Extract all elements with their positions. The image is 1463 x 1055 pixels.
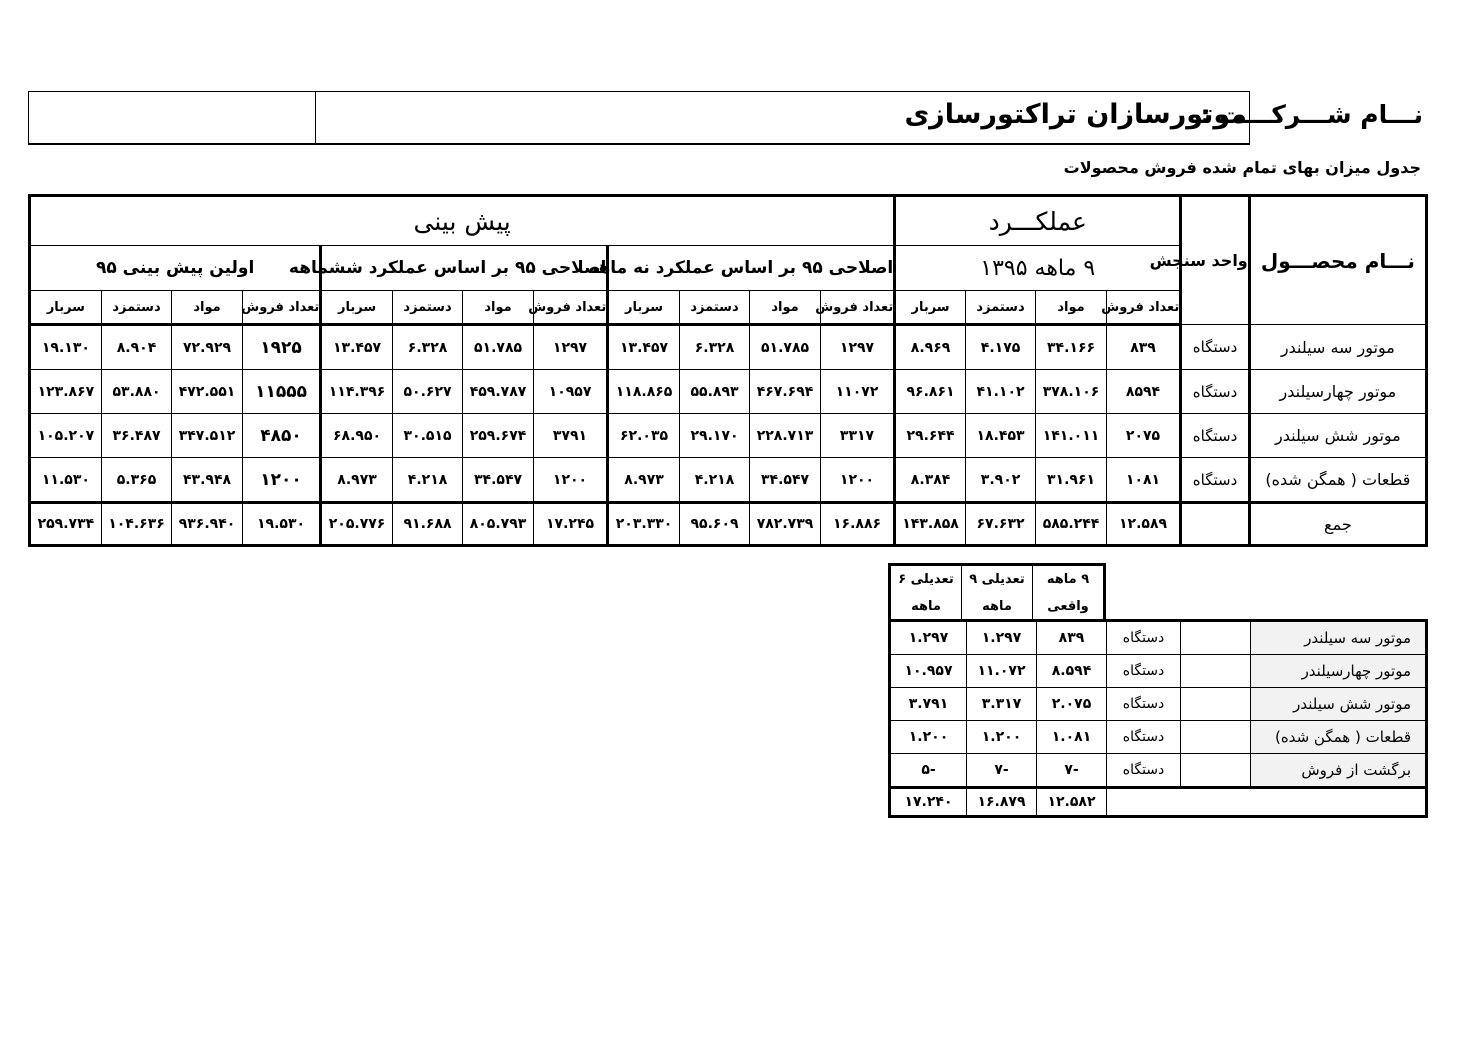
value-cell: ۵۵.۸۹۳ [679,370,749,414]
value-cell: ۵۰.۶۲۷ [392,370,462,414]
value-cell: ۳۳۱۷ [820,414,895,458]
summary-unit-cell: دستگاه [1107,754,1181,788]
value-cell: ۳۴۷.۵۱۲ [172,414,242,458]
value-cell: ۱۳.۴۵۷ [608,325,680,370]
value-cell: ۶.۳۲۸ [679,325,749,370]
summary-product-name: موتور سه سیلندر [1251,621,1427,655]
value-cell: ۲۰۷۵ [1106,414,1181,458]
sub-header-labor: دستمزد [392,291,462,325]
value-cell: ۱۲۳.۸۶۷ [30,370,102,414]
total-row [30,503,1427,546]
value-cell: ۹۳۶.۹۴۰ [172,503,242,546]
unit-cell [1181,503,1249,546]
value-cell: ۵۸۵.۲۴۴ [1036,503,1106,546]
summary-blank-cell [1181,754,1251,788]
company-name: موتورسازان تراکتورسازی [904,99,1247,130]
summary-product-name: موتور شش سیلندر [1251,688,1427,721]
sub-header-overhead: سربار [321,291,393,325]
value-cell: ۲۵۹.۷۳۴ [30,503,102,546]
summary-row [890,655,1427,688]
value-cell: ۸.۹۰۴ [101,325,171,370]
value-cell: ۱۱.۵۳۰ [30,458,102,503]
value-cell: ۴.۲۱۸ [392,458,462,503]
summary-unit-cell: دستگاه [1107,721,1181,754]
value-cell: ۱۸.۴۵۳ [965,414,1035,458]
value-cell: ۱۴۱.۰۱۱ [1036,414,1106,458]
value-cell: ۳۱.۹۶۱ [1036,458,1106,503]
sub-header-overhead: سربار [30,291,102,325]
value-cell: ۸.۹۷۳ [608,458,680,503]
summary-value-cell: ۱.۲۰۰ [967,721,1037,754]
value-cell: ۸.۹۶۹ [895,325,966,370]
summary-header-rev6: تعدیلی ۶ ماهه [898,572,954,614]
summary-blank-cell [1181,655,1251,688]
product-name: موتور شش سیلندر [1249,414,1426,458]
value-cell: ۴۷۲.۵۵۱ [172,370,242,414]
value-cell: ۳۴.۵۴۷ [463,458,533,503]
summary-value-cell: ۱.۲۹۷ [890,621,967,655]
sub-header-material: مواد [463,291,533,325]
value-cell: ۷۸۲.۷۳۹ [750,503,820,546]
summary-row [890,621,1427,655]
value-cell: ۱۹۲۵ [242,325,321,370]
table-row [30,325,1427,370]
value-cell: ۲۰۵.۷۷۶ [321,503,393,546]
sub-header-qty: تعداد فروش [533,291,608,325]
summary-table-header [888,563,1106,619]
sub-header-overhead: سربار [895,291,966,325]
product-name: موتور سه سیلندر [1249,325,1426,370]
summary-value-cell: ۱۰.۹۵۷ [890,655,967,688]
value-cell: ۴۵۹.۷۸۷ [463,370,533,414]
unit-cell: دستگاه [1181,370,1249,414]
value-cell: ۹۱.۶۸۸ [392,503,462,546]
summary-unit-cell: دستگاه [1107,655,1181,688]
value-cell: ۶۲.۰۳۵ [608,414,680,458]
value-cell: ۹۵.۶۰۹ [679,503,749,546]
total-label: جمع [1249,503,1426,546]
value-cell: ۱۴۳.۸۵۸ [895,503,966,546]
summary-product-name: قطعات ( همگن شده) [1251,721,1427,754]
value-cell: ۸.۳۸۴ [895,458,966,503]
sub-header-qty: تعداد فروش [1106,291,1181,325]
value-cell: ۱۹.۵۳۰ [242,503,321,546]
value-cell: ۵۱.۷۸۵ [750,325,820,370]
summary-blank-cell [1181,688,1251,721]
value-cell: ۲۲۸.۷۱۳ [750,414,820,458]
value-cell: ۱۲۹۷ [533,325,608,370]
product-name: موتور چهارسیلندر [1249,370,1426,414]
sub-header-material: مواد [172,291,242,325]
summary-table [888,619,1428,818]
sub-header-labor: دستمزد [101,291,171,325]
summary-row [890,688,1427,721]
summary-blank-cell [1181,621,1251,655]
summary-value-cell: ۸.۵۹۴ [1037,655,1107,688]
value-cell: ۲۹.۶۴۴ [895,414,966,458]
sub-header-qty: تعداد فروش [820,291,895,325]
product-column-header: نـــام محصـــول [1249,196,1426,325]
value-cell: ۳.۹۰۲ [965,458,1035,503]
summary-value-cell: ۲.۰۷۵ [1037,688,1107,721]
summary-value-cell: ۱.۰۸۱ [1037,721,1107,754]
summary-row [890,754,1427,788]
value-cell: ۴۸۵۰ [242,414,321,458]
value-cell: ۱۷.۲۴۵ [533,503,608,546]
value-cell: ۵۱.۷۸۵ [463,325,533,370]
unit-cell: دستگاه [1181,414,1249,458]
table-caption: جدول میزان بهای تمام شده فروش محصولات [1063,158,1421,177]
value-cell: ۴.۱۷۵ [965,325,1035,370]
summary-value-cell: ۱.۲۰۰ [890,721,967,754]
table-row [30,414,1427,458]
value-cell: ۱۹.۱۳۰ [30,325,102,370]
value-cell: ۸۵۹۴ [1106,370,1181,414]
value-cell: ۱۱۵۵۵ [242,370,321,414]
summary-header-rev9: تعدیلی ۹ ماهه [961,566,1032,619]
value-cell: ۵.۳۶۵ [101,458,171,503]
table-row [30,458,1427,503]
summary-value-cell: -۷ [967,754,1037,788]
value-cell: ۱۳.۴۵۷ [321,325,393,370]
value-cell: ۵۳.۸۸۰ [101,370,171,414]
summary-total-value: ۱۷.۲۴۰ [890,788,967,817]
header-divider [315,91,316,145]
sub-header-qty: تعداد فروش [242,291,321,325]
value-cell: ۳۶.۴۸۷ [101,414,171,458]
unit-column-header: واحد سنجش [1181,196,1249,325]
value-cell: ۱۰۴.۶۳۶ [101,503,171,546]
value-cell: ۱۲۹۷ [820,325,895,370]
value-cell: ۹۶.۸۶۱ [895,370,966,414]
value-cell: ۶۸.۹۵۰ [321,414,393,458]
summary-value-cell: ۱۱.۰۷۲ [967,655,1037,688]
value-cell: ۴۶۷.۶۹۴ [750,370,820,414]
summary-total-value: ۱۶.۸۷۹ [967,788,1037,817]
value-cell: ۱۲.۵۸۹ [1106,503,1181,546]
value-cell: ۳۰.۵۱۵ [392,414,462,458]
period-revised6-header: اصلاحی ۹۵ بر اساس عملکرد ششماهه [321,246,608,291]
period-revised9-header: اصلاحی ۹۵ بر اساس عملکرد نه ماهه [608,246,895,291]
value-cell: ۱۱۸.۸۶۵ [608,370,680,414]
value-cell: ۳۷۹۱ [533,414,608,458]
value-cell: ۱۶.۸۸۶ [820,503,895,546]
summary-row [890,721,1427,754]
unit-cell: دستگاه [1181,325,1249,370]
value-cell: ۶۷.۶۳۲ [965,503,1035,546]
summary-value-cell: ۳.۳۱۷ [967,688,1037,721]
value-cell: ۴۱.۱۰۲ [965,370,1035,414]
summary-value-cell: -۵ [890,754,967,788]
value-cell: ۱۲۰۰ [242,458,321,503]
period-first-header: اولین پیش بینی ۹۵ [30,246,321,291]
value-cell: ۱۱۴.۳۹۶ [321,370,393,414]
actual-group-header: عملکـــرد [895,196,1181,246]
summary-unit-cell: دستگاه [1107,688,1181,721]
summary-value-cell: ۱.۲۹۷ [967,621,1037,655]
value-cell: ۲۹.۱۷۰ [679,414,749,458]
value-cell: ۱۰۸۱ [1106,458,1181,503]
product-name: قطعات ( همگن شده) [1249,458,1426,503]
company-label: نـــام شـــرکـــت : [1200,100,1423,129]
summary-header-actual: ۹ ماهه واقعی [1032,566,1103,619]
value-cell: ۲۵۹.۶۷۴ [463,414,533,458]
value-cell: ۷۲.۹۲۹ [172,325,242,370]
summary-value-cell: -۷ [1037,754,1107,788]
summary-total-row [890,788,1427,817]
value-cell: ۱۰۹۵۷ [533,370,608,414]
summary-product-name: موتور چهارسیلندر [1251,655,1427,688]
value-cell: ۲۰۳.۳۳۰ [608,503,680,546]
value-cell: ۳۴.۵۴۷ [750,458,820,503]
value-cell: ۱۲۰۰ [820,458,895,503]
summary-blank-cell [1181,721,1251,754]
table-row [30,370,1427,414]
sub-header-overhead: سربار [608,291,680,325]
value-cell: ۴.۲۱۸ [679,458,749,503]
value-cell: ۳۷۸.۱۰۶ [1036,370,1106,414]
value-cell: ۴۳.۹۴۸ [172,458,242,503]
summary-total-blank [1107,788,1427,817]
sub-header-labor: دستمزد [965,291,1035,325]
value-cell: ۸۳۹ [1106,325,1181,370]
summary-total-value: ۱۲.۵۸۲ [1037,788,1107,817]
sub-header-labor: دستمزد [679,291,749,325]
value-cell: ۱۰۵.۲۰۷ [30,414,102,458]
value-cell: ۳۴.۱۶۶ [1036,325,1106,370]
sub-header-material: مواد [750,291,820,325]
value-cell: ۱۲۰۰ [533,458,608,503]
cost-table [28,194,1428,547]
summary-value-cell: ۳.۷۹۱ [890,688,967,721]
summary-value-cell: ۸۳۹ [1037,621,1107,655]
forecast-group-header: پیش بینی [30,196,895,246]
value-cell: ۸.۹۷۳ [321,458,393,503]
value-cell: ۸۰۵.۷۹۳ [463,503,533,546]
value-cell: ۱۱۰۷۲ [820,370,895,414]
summary-unit-cell: دستگاه [1107,621,1181,655]
summary-product-name: برگشت از فروش [1251,754,1427,788]
period-actual-header: ۹ ماهه ۱۳۹۵ [895,246,1181,291]
value-cell: ۶.۳۲۸ [392,325,462,370]
sub-header-material: مواد [1036,291,1106,325]
unit-cell: دستگاه [1181,458,1249,503]
